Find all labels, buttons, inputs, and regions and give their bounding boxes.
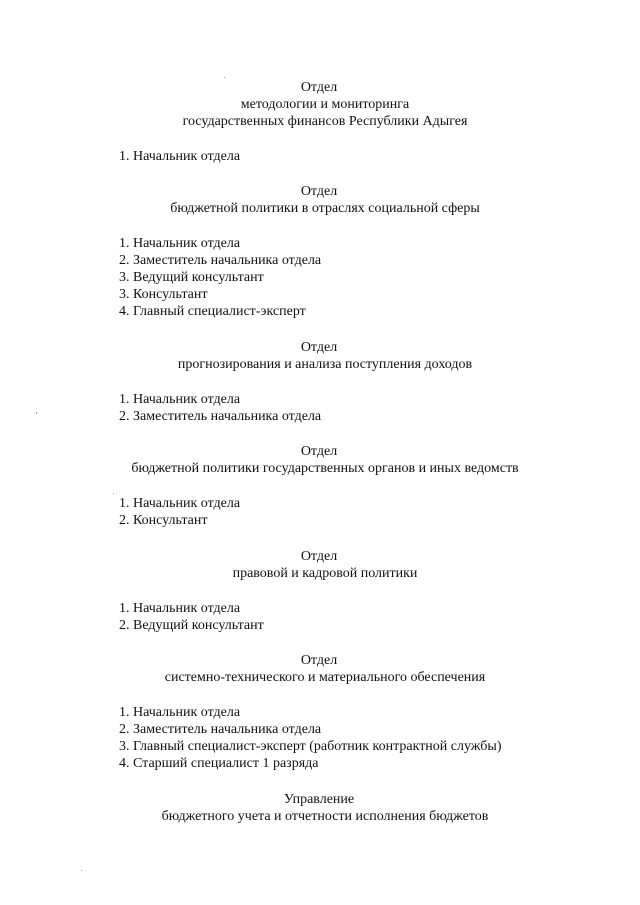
heading-line: бюджетного учета и отчетности исполнения бюджетов <box>161 809 489 824</box>
heading-line: бюджетной политики в отраслях социальной сферы <box>170 201 480 216</box>
heading-line: системно-технического и материального обеспечения <box>164 670 486 685</box>
document-body <box>0 79 640 825</box>
scan-speck <box>113 493 114 494</box>
position-item: 2. Ведущий консультант <box>119 618 264 633</box>
section-heading <box>10 443 640 477</box>
heading-line: правовой и кадровой политики <box>232 566 418 581</box>
heading-line: прогнозирования и анализа поступления доходов <box>177 357 473 372</box>
position-item: 1. Начальник отдела <box>119 392 241 407</box>
position-item: 1. Начальник отдела <box>119 496 241 511</box>
heading-line: методологии и мониторинга <box>240 97 410 112</box>
position-list <box>119 148 640 165</box>
section-revenue-forecast <box>0 339 640 425</box>
position-item: 1. Начальник отдела <box>119 149 241 164</box>
section-heading <box>10 652 640 686</box>
scan-speck <box>224 77 225 78</box>
section-social-budget <box>0 183 640 320</box>
section-heading <box>10 791 640 825</box>
scan-speck <box>81 870 82 871</box>
heading-type: Отдел <box>300 444 338 459</box>
position-item: 2. Консультант <box>119 513 208 528</box>
heading-line: государственных финансов Республики Адыгея <box>182 114 468 129</box>
position-list <box>119 235 640 320</box>
section-state-bodies-budget <box>0 443 640 529</box>
section-methodology <box>0 79 640 165</box>
section-heading <box>10 183 640 217</box>
position-item: 2. Заместитель начальника отдела <box>119 253 322 268</box>
section-heading <box>10 79 640 130</box>
heading-line: бюджетной политики государственных органов и иных ведомств <box>131 461 519 476</box>
position-item: 3. Главный специалист-эксперт (работник контрактной службы) <box>119 739 502 754</box>
position-item: 4. Главный специалист-эксперт <box>119 304 306 319</box>
heading-type: Отдел <box>300 340 338 355</box>
heading-type: Управление <box>283 792 355 807</box>
section-technical-support <box>0 652 640 772</box>
section-heading <box>10 339 640 373</box>
position-item: 4. Старший специалист 1 разряда <box>119 756 319 771</box>
position-item: 1. Начальник отдела <box>119 601 241 616</box>
scan-speck <box>36 412 37 414</box>
position-item: 3. Консультант <box>119 287 208 302</box>
heading-type: Отдел <box>300 549 338 564</box>
position-item: 1. Начальник отдела <box>119 236 241 251</box>
section-heading <box>10 548 640 582</box>
position-list <box>119 600 640 634</box>
heading-type: Отдел <box>300 80 338 95</box>
position-item: 1. Начальник отдела <box>119 705 241 720</box>
section-legal-hr <box>0 548 640 634</box>
section-accounting-reporting <box>0 791 640 825</box>
position-item: 3. Ведущий консультант <box>119 270 264 285</box>
position-list <box>119 704 640 772</box>
position-list <box>119 391 640 425</box>
position-list <box>119 495 640 529</box>
heading-type: Отдел <box>300 653 338 668</box>
heading-type: Отдел <box>300 184 338 199</box>
position-item: 2. Заместитель начальника отдела <box>119 722 322 737</box>
position-item: 2. Заместитель начальника отдела <box>119 409 322 424</box>
